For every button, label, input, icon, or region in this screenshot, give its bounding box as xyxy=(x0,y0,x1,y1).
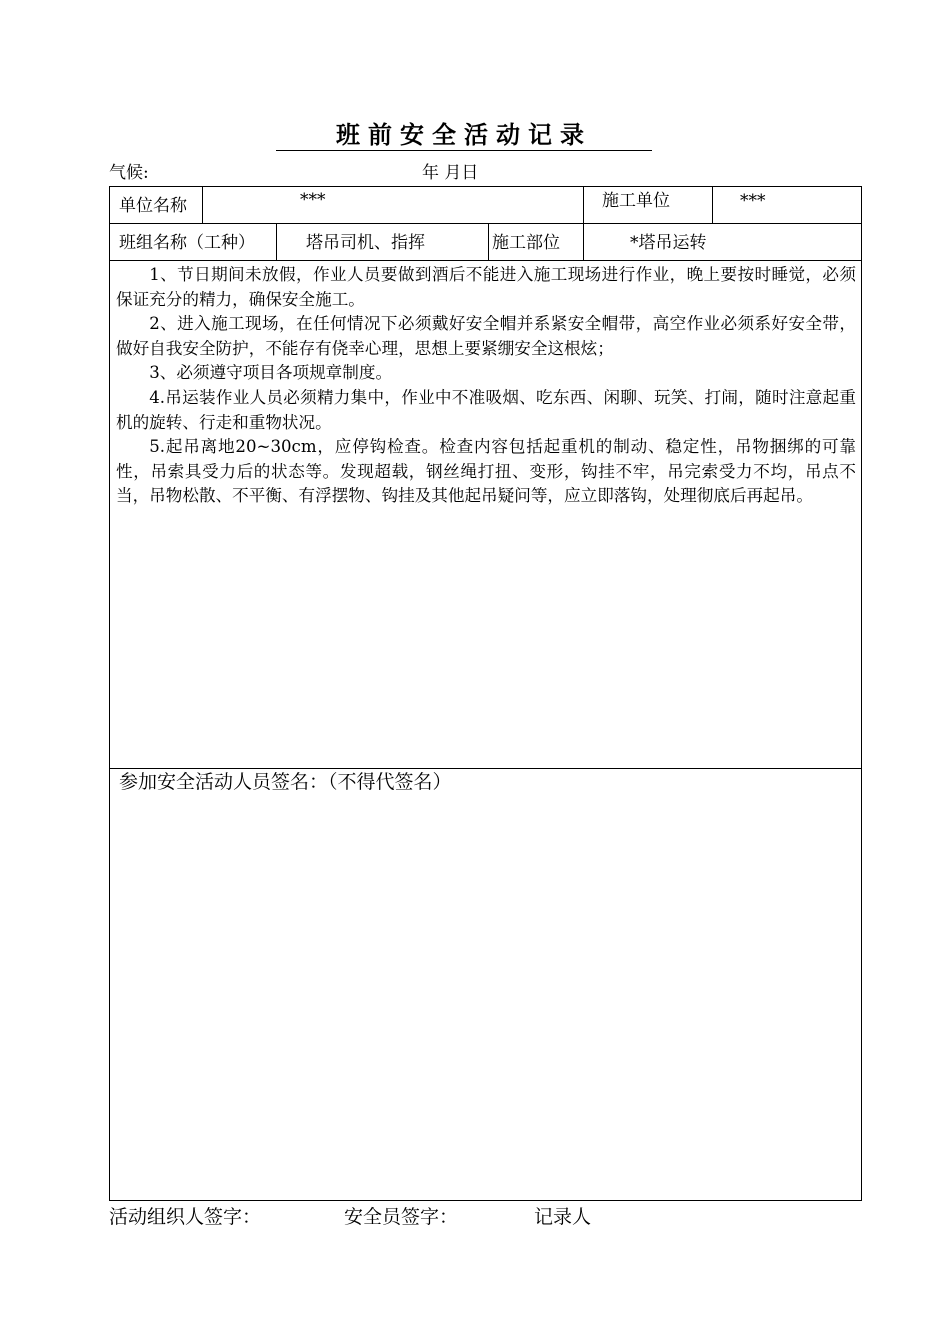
column-divider xyxy=(583,187,584,224)
briefing-item: 4.吊运装作业人员必须精力集中，作业中不准吸烟、吃东西、闲聊、玩笑、打闹，随时注意起重机的旋转、行走和重物状况。 xyxy=(116,387,856,432)
row-divider xyxy=(110,223,861,224)
unit-name-label: 单位名称 xyxy=(119,196,187,216)
column-divider xyxy=(488,224,489,261)
construction-part-label: 施工部位 xyxy=(492,233,560,253)
signature-section-label: 参加安全活动人员签名：（不得代签名） xyxy=(119,771,452,793)
briefing-item: 3、必须遵守项目各项规章制度。 xyxy=(149,363,393,383)
team-name-label: 班组名称（工种） xyxy=(119,233,255,253)
safety-briefing-content xyxy=(116,263,856,509)
column-divider xyxy=(583,224,584,261)
column-divider xyxy=(276,224,277,261)
briefing-item: 2、进入施工现场，在任何情况下必须戴好安全帽并系紧安全帽带，高空作业必须系好安全带，做好自我安全防护，不能存有侥幸心理，思想上要紧绷安全这根炫； xyxy=(116,314,856,358)
row-divider xyxy=(110,260,861,261)
construction-unit-value: *** xyxy=(740,191,766,211)
recorder-label: 记录人 xyxy=(534,1206,592,1228)
briefing-item: 1、节日期间未放假，作业人员要做到酒后不能进入施工现场进行作业，晚上要按时睡觉，必须保证充分的精力，确保安全施工。 xyxy=(116,265,856,309)
construction-unit-label: 施工单位 xyxy=(602,191,670,211)
team-name-value: 塔吊司机、指挥 xyxy=(306,233,425,253)
construction-part-value: *塔吊运转 xyxy=(630,233,707,253)
date-label: 年 月日 xyxy=(422,163,479,183)
row-divider xyxy=(110,768,861,769)
safety-officer-signature-label: 安全员签字： xyxy=(344,1206,459,1228)
column-divider xyxy=(712,187,713,224)
column-divider xyxy=(202,187,203,224)
weather-label: 气候: xyxy=(109,163,149,183)
page-title: 班前安全活动记录 xyxy=(276,120,652,151)
unit-name-value: *** xyxy=(300,190,326,210)
organizer-signature-label: 活动组织人签字： xyxy=(109,1206,262,1228)
activity-record-table xyxy=(109,186,862,1201)
briefing-item: 5.起吊离地20~30cm，应停钩检查。检查内容包括起重机的制动、稳定性，吊物捆绑的可靠性，吊索具受力后的状态等。发现超载，钢丝绳打扭、变形，钩挂不牢，吊完索受力不均，吊点不当，吊物松散、不平衡、有浮摆物、钩挂及其他起吊疑问等，应立即落钩，处理彻底后再起吊。 xyxy=(116,437,856,506)
